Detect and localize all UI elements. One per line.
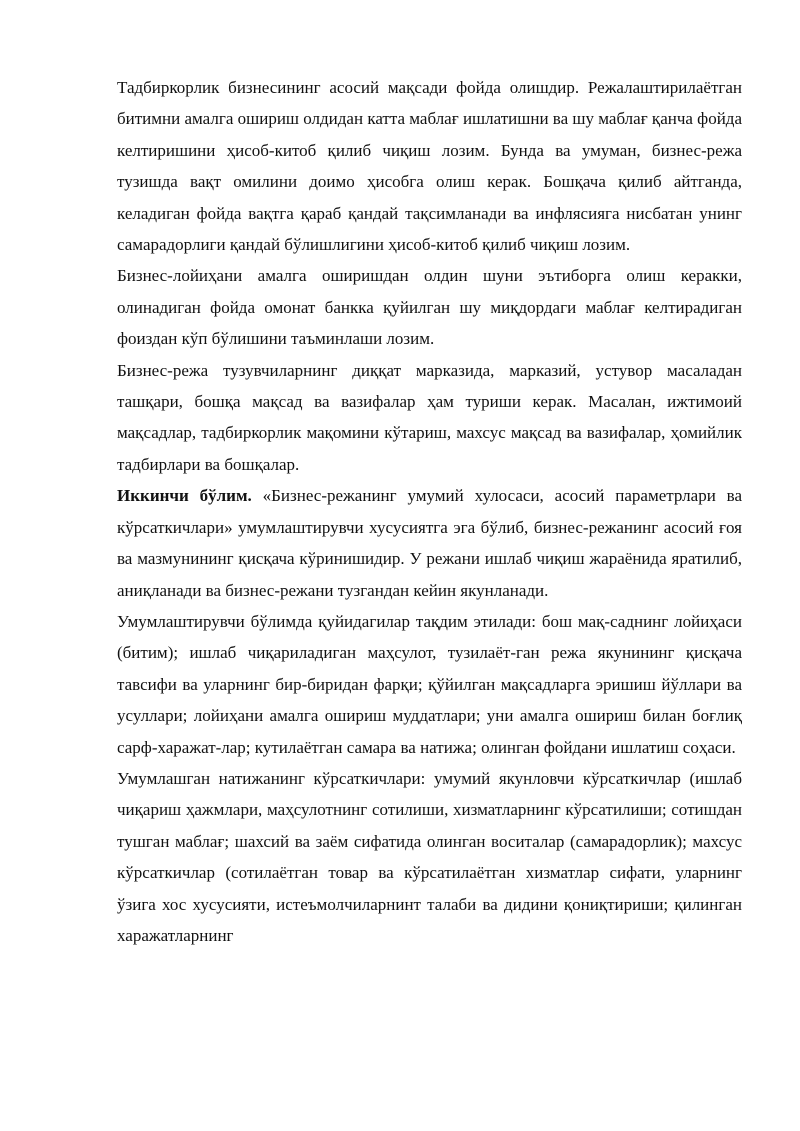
- section-heading: Иккинчи бўлим.: [117, 486, 252, 506]
- paragraph-second-section: [117, 480, 742, 606]
- document-page: [117, 72, 742, 951]
- paragraph-summary-items: Умумлаштирувчи бўлимда қуйидагилар тақдим этилади: бош мақ-саднинг лойиҳаси (битим); ишлаб чиқариладиган маҳсулот, тузилаёт-ган режа якунининг қисқача тавсифи ва уларнинг бир-биридан фарқи; қўйилган мақсадларга эришиш йўллари ва усуллари; лойиҳани амалга ошириш муддатлари; уни амалга ошириш билан боғлиқ сарф-харажат-лар; кутилаётган самара ва натижа; олинган фойдани ишлатиш соҳаси.: [117, 611, 742, 757]
- paragraph-other-goals: Бизнес-режа тузувчиларнинг диққат марказида, марказий, устувор масаладан ташқари, бошқа мақсад ва вазифалар ҳам туриши керак. Масалан, ижтимоий мақсадлар, тадбиркорлик мақомини кўтариш, махсус мақсад ва вазифалар, ҳомийлик тадбирлари ва бошқалар.: [117, 360, 742, 474]
- section-body: «Бизнес-режанинг умумий хулосаси, асосий параметрлари ва кўрсаткичлари» умумлаштирувчи хусусиятга эга бўлиб, бизнес-режанинг асосий ғоя ва мазмунининг қисқача кўринишидир. У режани ишлаб чиқиш жараёнида яратилиб, аниқланади ва бизнес-режани тузгандан кейин якунланади.: [117, 486, 742, 600]
- paragraph-profit-goal: Тадбиркорлик бизнесининг асосий мақсади фойда олишдир. Режалаштирилаётган битимни амалга ошириш олдидан катта маблағ ишлатишни ва шу маблағ қанча фойда келтиришини ҳисоб-китоб қилиб чиқиш лозим. Бунда ва умуман, бизнес-режа тузишда вақт омилини доимо ҳисобга олиш керак. Бошқача қилиб айтганда, келадиган фойда вақтга қараб қандай тақсимланади ва инфлясияга нисбатан унинг самарадорлиги қандай бўлишлигини ҳисоб-китоб қилиб чиқиш лозим.: [117, 78, 742, 255]
- paragraph-bank-interest: Бизнес-лойиҳани амалга оширишдан олдин шуни эътиборга олиш керакки, олинадиган фойда омонат банкка қуйилган шу миқдордаги маблағ келтирадиган фоиздан кўп бўлишини таъминлаши лозим.: [117, 266, 742, 349]
- paragraph-indicators: Умумлашган натижанинг кўрсаткичлари: умумий якунловчи кўрсаткичлар (ишлаб чиқариш ҳажмлари, маҳсулотнинг сотилиши, хизматларнинг кўрсатилиши; сотишдан тушган маблағ; шахсий ва заём сифатида олинган воситалар (самарадорлик); махсус кўрсаткичлар (сотилаётган товар ва кўрсатилаётган хизматлар сифати, уларнинг ўзига хос хусусияти, истеъмолчиларнинт талаби ва дидини қониқтириши; қилинган харажатларнинг: [117, 768, 742, 945]
